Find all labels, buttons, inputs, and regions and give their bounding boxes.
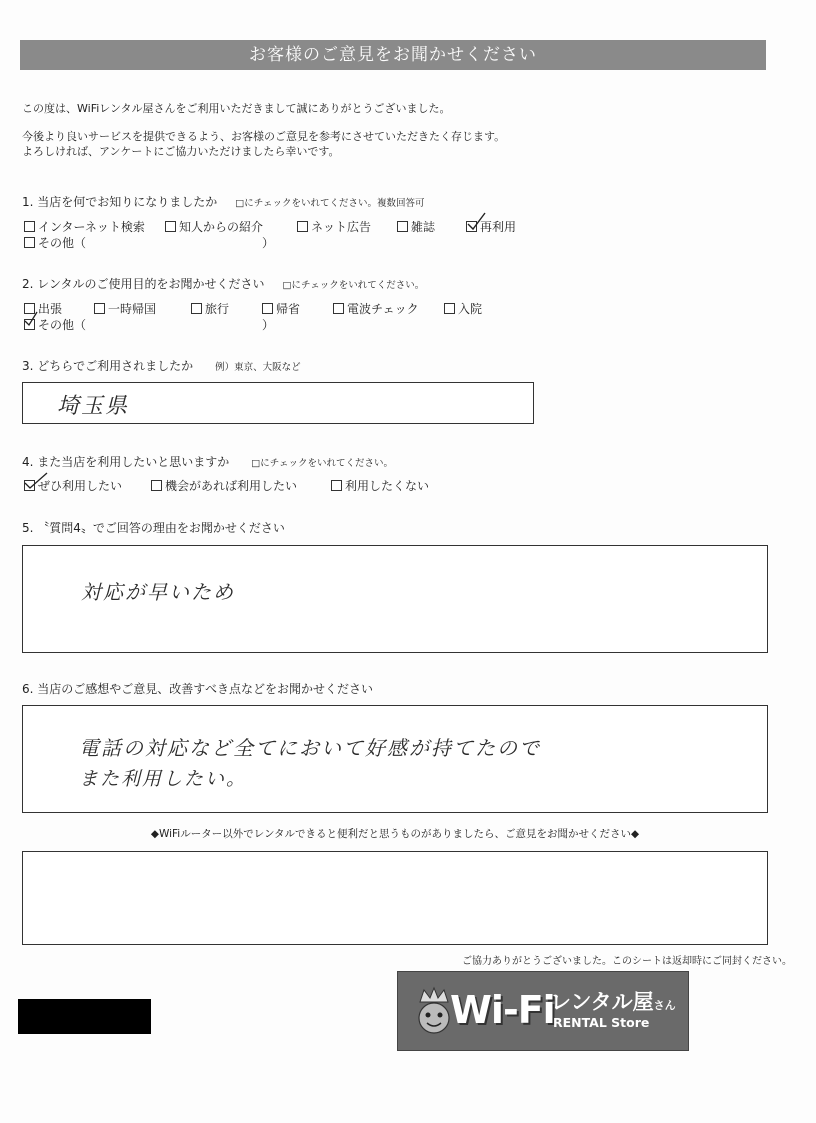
question-1-note: □にチェックをいれてください。複数回答可	[235, 198, 425, 209]
q2-option-1[interactable]: 出張	[24, 300, 62, 317]
checkbox[interactable]	[331, 480, 342, 491]
q6-handwritten-line-2: また利用したい。	[79, 768, 248, 790]
checkbox[interactable]	[333, 303, 344, 314]
logo-english-text: RENTAL Store	[553, 1015, 650, 1030]
question-3-note: 例）東京、大阪など	[215, 362, 301, 373]
intro-line-2: 今後より良いサービスを提供できるよう、お客様のご意見を参考にさせていただきたく存じます。	[22, 130, 506, 143]
q5-handwritten-answer: 対応が早いため	[81, 580, 235, 604]
question-6: 6. 当店のご感想やご意見、改善すべき点などをお聞かせください	[22, 682, 374, 696]
intro-line-1: この度は、WiFiレンタル屋さんをご利用いただきまして誠にありがとうございました。	[22, 102, 451, 115]
intro-line-3: よろしければ、アンケートにご協力いただけましたら幸いです。	[22, 145, 340, 158]
checkbox[interactable]	[24, 237, 35, 248]
q4-option-2[interactable]: 機会があれば利用したい	[151, 477, 297, 494]
q2-option-2[interactable]: 一時帰国	[94, 300, 156, 317]
question-3-label: 3. どちらでご利用されましたか	[22, 359, 194, 373]
q7-answer-box[interactable]	[22, 851, 768, 945]
q6-answer-box[interactable]	[22, 705, 768, 813]
q3-handwritten-answer: 埼玉県	[57, 394, 130, 419]
q5-answer-box[interactable]	[22, 545, 768, 653]
question-1-label: 1. 当店を何でお知りになりましたか	[22, 195, 218, 209]
q2-other-close: ）	[262, 318, 275, 332]
check-mark-icon	[465, 210, 487, 232]
checkbox[interactable]	[24, 221, 35, 232]
q1-option-1[interactable]: インターネット検索	[24, 218, 145, 235]
question-4-note: □にチェックをいれてください。	[251, 458, 393, 469]
q2-option-6[interactable]: 入院	[444, 300, 482, 317]
page-title: お客様のご意見をお聞かせください	[20, 40, 766, 70]
checkbox-checked[interactable]	[24, 319, 35, 330]
brand-logo	[397, 971, 689, 1051]
check-mark-icon	[23, 469, 49, 491]
checkbox[interactable]	[397, 221, 408, 232]
redacted-block	[18, 999, 151, 1034]
checkbox[interactable]	[297, 221, 308, 232]
checkbox[interactable]	[262, 303, 273, 314]
q1-option-other[interactable]: その他（	[24, 234, 86, 251]
question-2-note: □にチェックをいれてください。	[282, 280, 425, 291]
q4-option-1[interactable]: ぜひ利用したい	[24, 477, 122, 494]
question-2	[22, 275, 424, 292]
q2-option-5[interactable]: 電波チェック	[333, 300, 419, 317]
thank-you-note: ご協力ありがとうございました。このシートは返却時にご同封ください。	[462, 956, 792, 967]
q1-other-close: ）	[262, 236, 275, 250]
logo-japanese-text: レンタル屋さん	[550, 990, 676, 1014]
q1-option-3[interactable]: ネット広告	[297, 218, 371, 235]
checkbox[interactable]	[94, 303, 105, 314]
check-mark-icon	[23, 308, 43, 328]
q1-option-5[interactable]: 再利用	[466, 218, 516, 235]
question-4-label: 4. また当店を利用したいと思いますか	[22, 455, 230, 469]
question-5: 5. 〝質問4〟でご回答の理由をお聞かせください	[22, 521, 285, 535]
question-4	[22, 453, 393, 470]
question-1	[22, 193, 424, 210]
checkbox[interactable]	[151, 480, 162, 491]
q2-option-3[interactable]: 旅行	[191, 300, 229, 317]
q2-option-other[interactable]: その他（	[24, 316, 86, 333]
q4-option-3[interactable]: 利用したくない	[331, 477, 429, 494]
question-7: ◆WiFiルーター以外でレンタルできると便利だと思うものがありましたら、ご意見をお聞かせください◆	[150, 828, 640, 840]
q1-option-2[interactable]: 知人からの紹介	[165, 218, 263, 235]
q1-option-4[interactable]: 雑誌	[397, 218, 435, 235]
checkbox-checked[interactable]	[24, 480, 35, 491]
question-3	[22, 357, 301, 374]
checkbox[interactable]	[165, 221, 176, 232]
question-2-label: 2. レンタルのご使用目的をお聞かせください	[22, 277, 265, 291]
q3-answer-box[interactable]	[22, 382, 534, 424]
q2-option-4[interactable]: 帰省	[262, 300, 300, 317]
checkbox[interactable]	[444, 303, 455, 314]
checkbox[interactable]	[191, 303, 202, 314]
logo-wifi-text: Wi-Fi	[450, 988, 555, 1032]
checkbox-checked[interactable]	[466, 221, 477, 232]
q6-handwritten-line-1: 電話の対応など全てにおいて好感が持てたので	[79, 736, 541, 760]
